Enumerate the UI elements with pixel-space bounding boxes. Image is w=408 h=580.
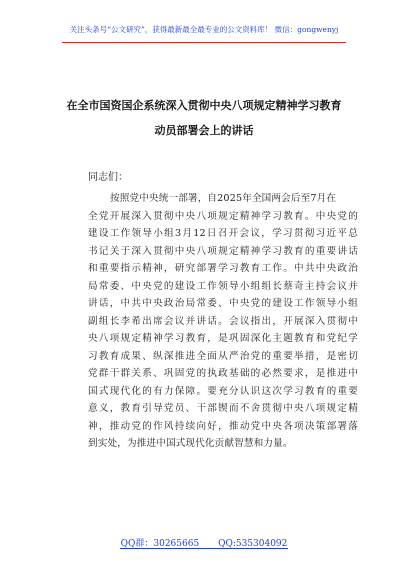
body-line: 国式现代化的有力保障。要充分认识这次学习教育的重要	[88, 385, 358, 397]
body-line: 按照党中央统一部署，自2025年全国两会后至7月在	[110, 193, 337, 204]
body-line: 意义，教育引导党员、干部锲而不舍贯彻中央八项规定精	[88, 403, 358, 414]
greeting: 同志们：	[88, 172, 128, 183]
document-title-line2: 动员部署会上的讲话	[154, 124, 254, 137]
body-line: 讲话，中共中央政治局常委、中央党的建设工作领导小组	[88, 298, 358, 309]
body-line: 党群干群关系、巩固党的执政基础的必然要求，是推进中	[88, 368, 358, 379]
body-line: 和重要指示精神，研究部署学习教育工作。中共中央政治	[88, 263, 358, 274]
body-line: 习教育成果、纵深推进全面从严治党的重要举措，是密切	[88, 350, 358, 362]
header-note: 关注头条号“公文研究”，获得最新最全最专业的公文资料库！ 微信：gongwenyj	[69, 25, 339, 34]
body-line: 到实处，为推进中国式现代化贡献智慧和力量。	[88, 438, 293, 449]
body-line: 局常委、中央党的建设工作领导小组组长蔡奇主持会议并	[88, 280, 358, 292]
body-line: 副组长李希出席会议并讲话。会议指出，开展深入贯彻中	[88, 315, 358, 327]
header-divider	[62, 42, 346, 43]
body-line: 建设工作领导小组3月12日召开会议，学习贯彻习近平总	[88, 228, 358, 239]
body-line: 书记关于深入贯彻中央八项规定精神学习教育的重要讲话	[88, 245, 358, 257]
body-line: 神，推动党的作风持续向好，推动党中央各项决策部署落	[88, 420, 358, 432]
footer-underline	[120, 548, 288, 549]
body-line: 央八项规定精神学习教育，是巩固深化主题教育和党纪学	[88, 333, 358, 344]
document-title-line1: 在全市国资国企系统深入贯彻中央八项规定精神学习教育	[66, 99, 342, 112]
body-paragraph	[88, 190, 358, 453]
footer-qq: QQ:535304092	[218, 539, 288, 549]
footer-qq-group: QQ群：30265665	[120, 539, 200, 549]
body-line: 全党开展深入贯彻中央八项规定精神学习教育。中央党的	[88, 210, 358, 222]
